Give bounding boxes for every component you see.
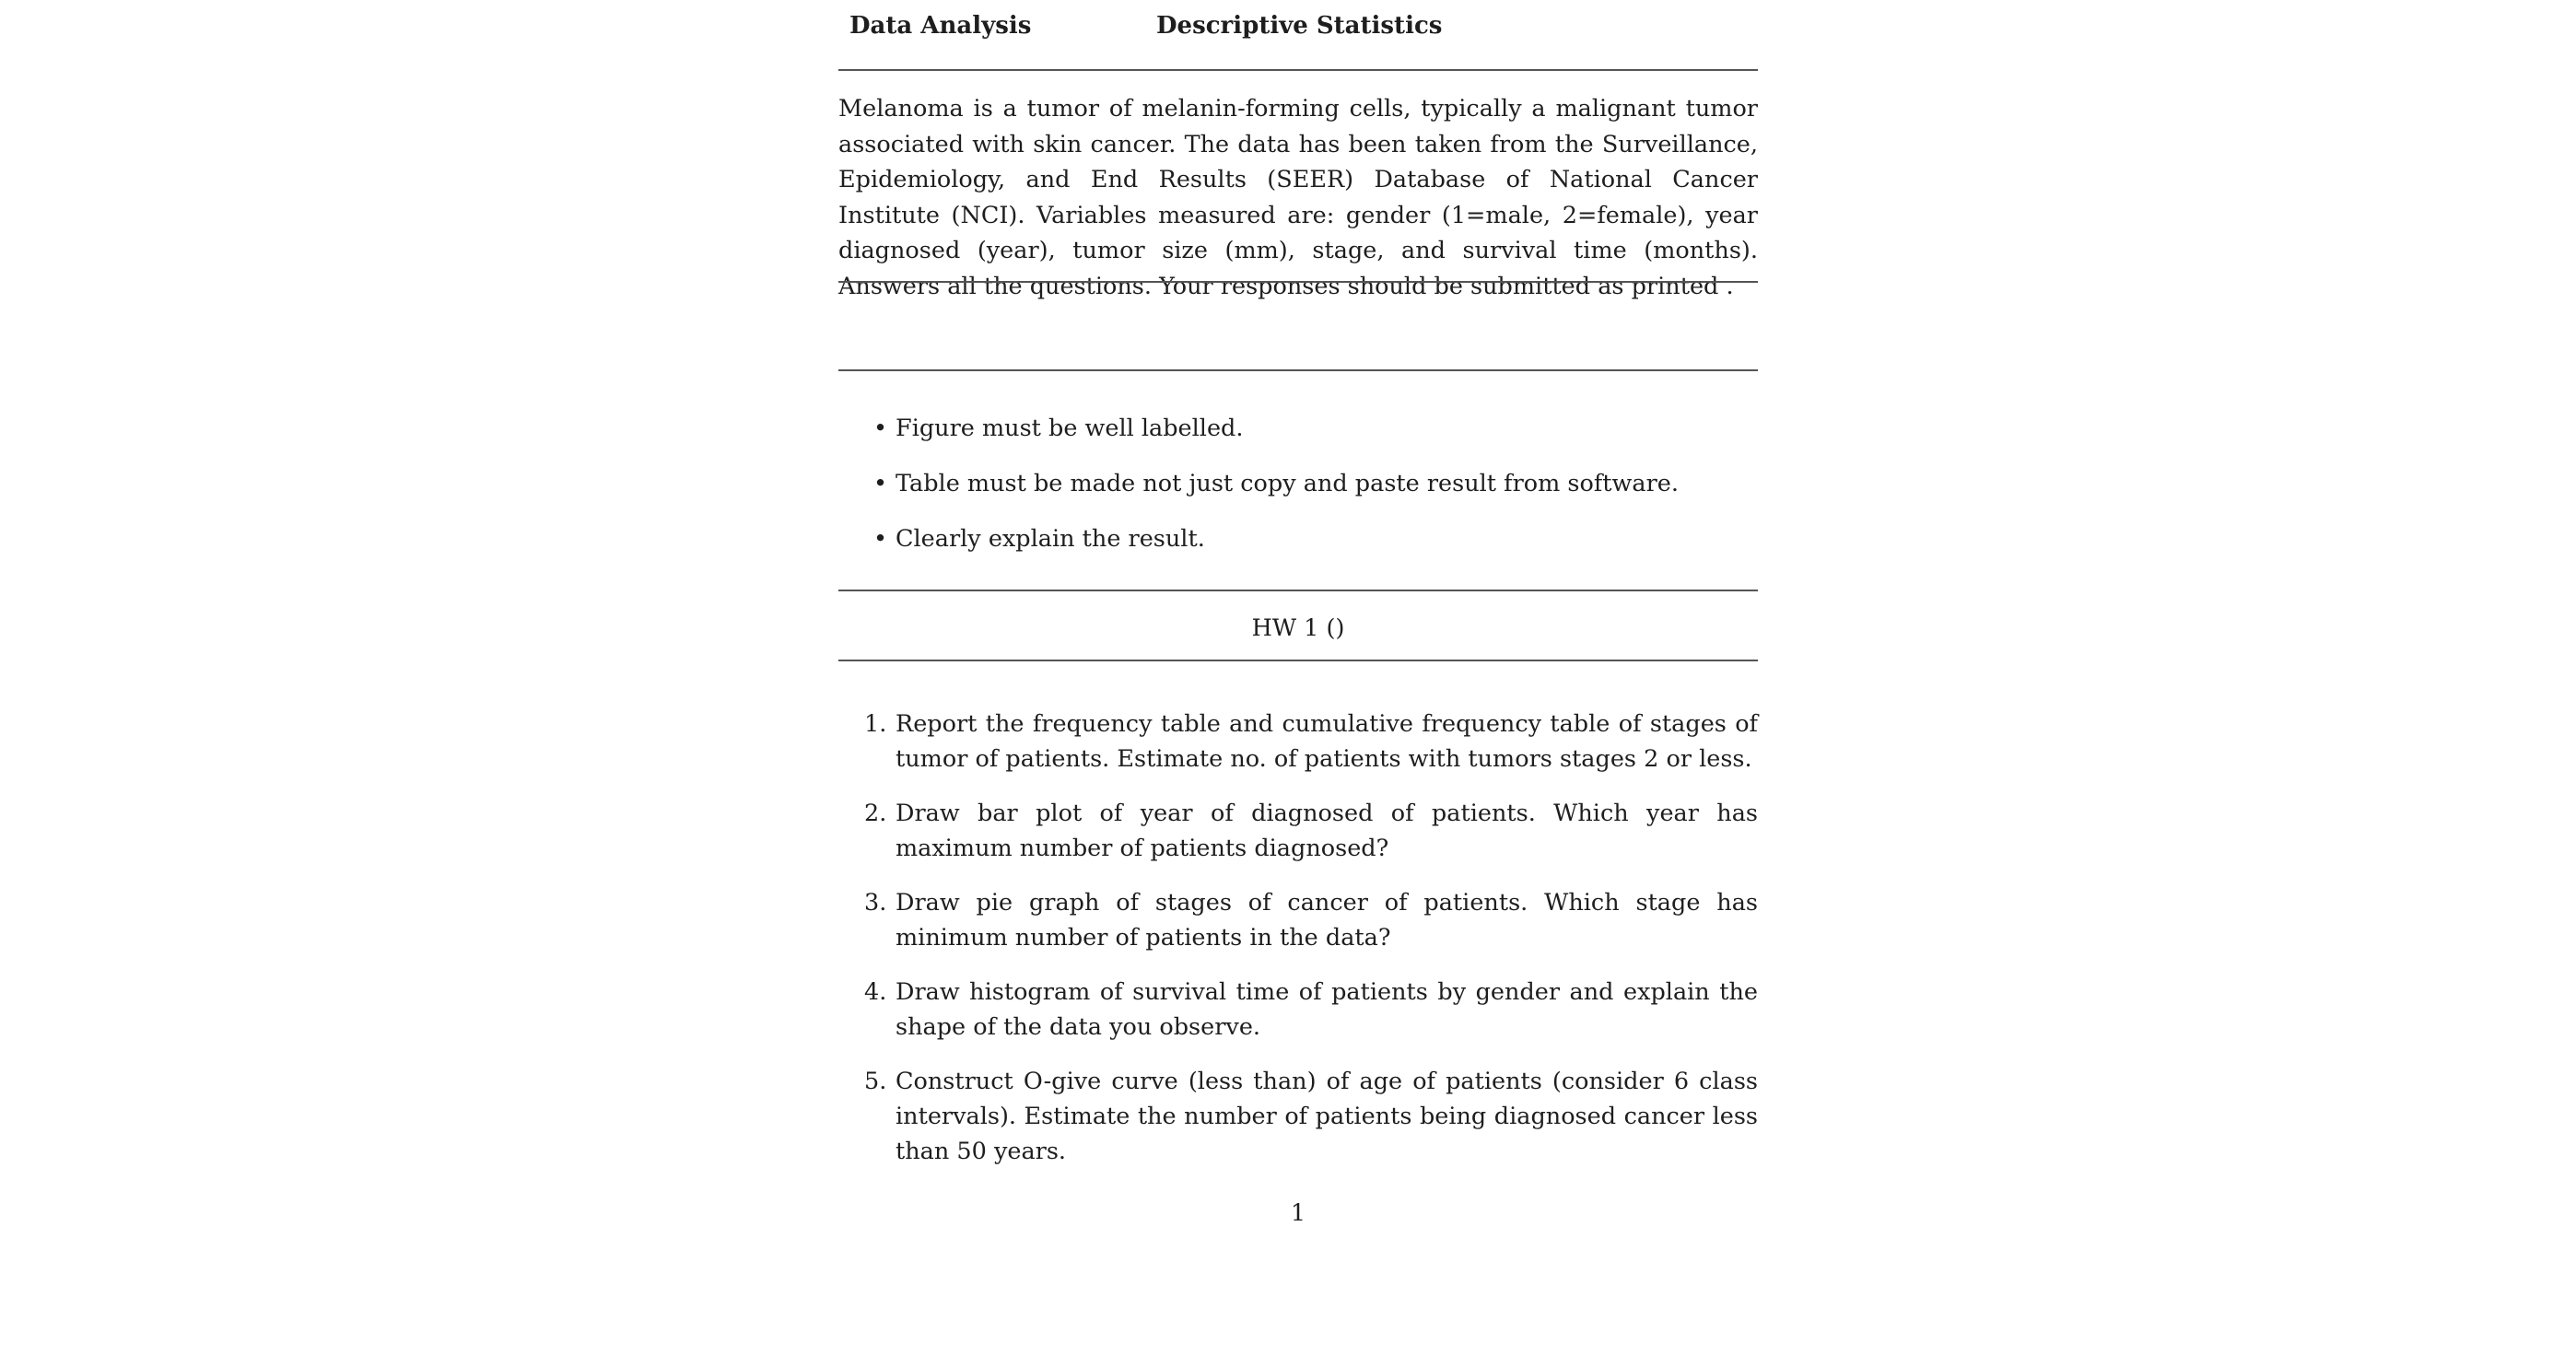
instruction-item <box>838 411 1758 466</box>
header-topic: Descriptive Statistics <box>1156 12 1443 40</box>
question-number: 2. <box>864 800 887 827</box>
instruction-text: Table must be made not just copy and paste result from software. <box>896 470 1679 497</box>
question-text: Draw pie graph of stages of cancer of patients. Which stage has minimum number of patients in the data? <box>896 889 1758 952</box>
rule-divider <box>838 281 1758 283</box>
instruction-item <box>838 466 1758 521</box>
question-number: 4. <box>864 978 887 1006</box>
question-item <box>838 975 1758 1064</box>
question-number: 5. <box>864 1068 887 1095</box>
question-list <box>838 707 1758 1165</box>
bullet-icon: • <box>873 525 888 553</box>
instruction-list <box>838 411 1758 577</box>
instruction-text: Figure must be well labelled. <box>896 415 1244 442</box>
question-text: Construct O-give curve (less than) of age of patients (consider 6 class intervals). Estimate the number of patients being diagnosed cancer less than 50 years. <box>896 1068 1758 1165</box>
bullet-icon: • <box>873 470 888 497</box>
rule-divider <box>838 369 1758 371</box>
question-item <box>838 1064 1758 1165</box>
rule-divider <box>838 660 1758 661</box>
question-item <box>838 707 1758 796</box>
question-item <box>838 885 1758 975</box>
rule-divider <box>838 69 1758 71</box>
bullet-icon: • <box>873 415 888 442</box>
homework-title: HW 1 () <box>1251 614 1345 642</box>
instruction-item <box>838 521 1758 577</box>
rule-divider <box>838 590 1758 591</box>
question-text: Draw bar plot of year of diagnosed of patients. Which year has maximum number of patients diagnosed? <box>896 800 1758 862</box>
header-course: Data Analysis <box>849 12 1032 40</box>
instruction-text: Clearly explain the result. <box>896 525 1205 553</box>
document-page <box>838 0 1758 1355</box>
question-text: Draw histogram of survival time of patients by gender and explain the shape of the data you observe. <box>896 978 1758 1041</box>
page-number: 1 <box>1290 1199 1306 1227</box>
question-item <box>838 796 1758 885</box>
question-number: 3. <box>864 889 887 917</box>
question-text: Report the frequency table and cumulative frequency table of stages of tumor of patients. Estimate no. of patients with tumors stages 2 or less. <box>896 710 1758 773</box>
intro-paragraph: Melanoma is a tumor of melanin-forming cells, typically a malignant tumor associated with skin cancer. The data has been taken from the Surveillance, Epidemiology, and End Results (SEER) Database of National Cancer Institute (NCI). Variables measured are: gender (1=male, 2=female), year diagnosed (year), tumor size (mm), stage, and survival time (months). Answers all the questions. Your responses should be submitted as printed . <box>838 95 1758 300</box>
question-number: 1. <box>864 710 887 738</box>
